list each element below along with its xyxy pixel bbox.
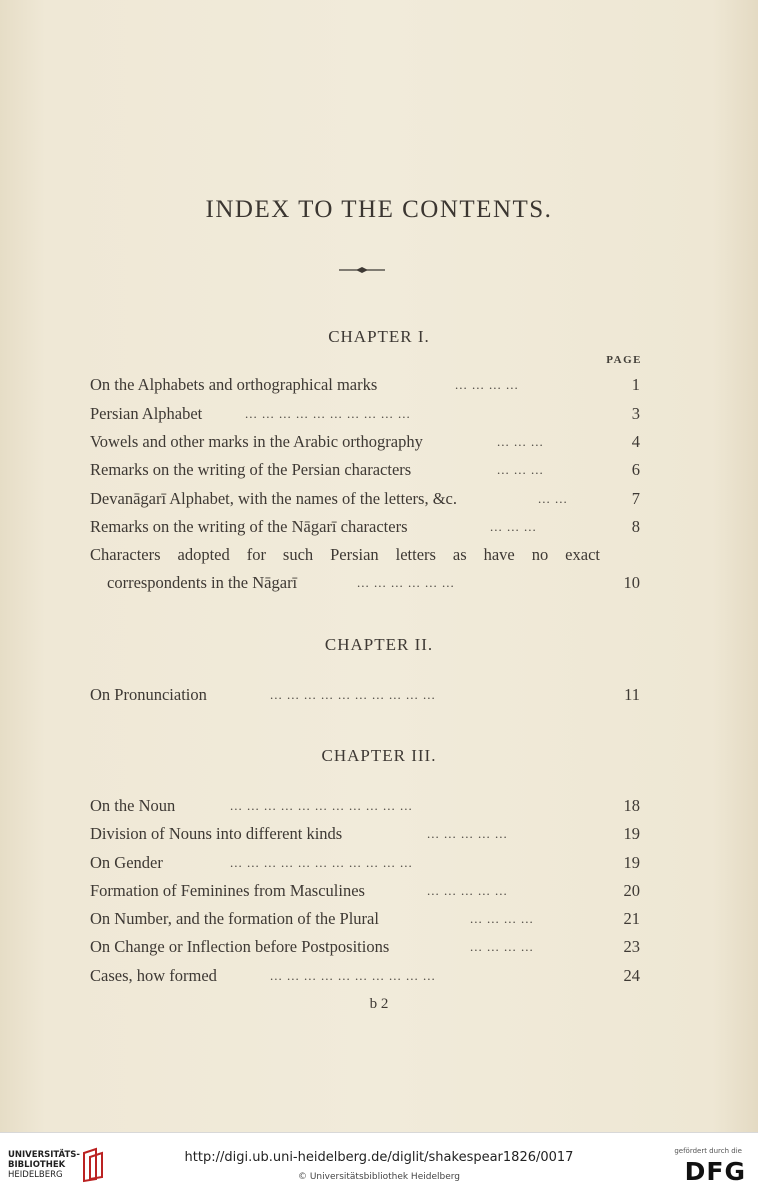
toc-entry[interactable] — [90, 881, 640, 905]
toc-entry-title: On Pronunciation — [90, 685, 207, 704]
toc-entry-title-line1: Characters adopted for such Persian letters as have no exact — [90, 545, 600, 564]
toc-entry[interactable] — [90, 460, 640, 484]
toc-leader-dots: ... ... ... ... ... ... ... ... ... ... ... — [230, 855, 413, 870]
ornament-divider-icon — [337, 265, 387, 275]
toc-page-number: 3 — [631, 404, 640, 423]
chapter-heading: CHAPTER II. — [324, 635, 434, 654]
toc-entry-title: On Gender — [90, 853, 163, 872]
toc-page-number: 19 — [623, 824, 640, 843]
toc-leader-dots: ... ... ... — [497, 462, 544, 477]
page-column-label: PAGE — [606, 354, 642, 366]
toc-leader-dots: ... ... ... ... ... ... — [357, 575, 455, 590]
chapter-heading: CHAPTER I. — [328, 327, 430, 346]
funder-note: gefördert durch die — [674, 1147, 742, 1155]
toc-entry-title: On the Noun — [90, 796, 176, 815]
toc-entry-title: Division of Nouns into different kinds — [90, 824, 343, 843]
toc-leader-dots: ... ... ... ... — [470, 911, 534, 926]
toc-page-number: 7 — [631, 489, 640, 508]
copyright-text: © Universitätsbibliothek Heidelberg — [297, 1172, 460, 1182]
document-url-link[interactable]: http://digi.ub.uni-heidelberg.de/diglit/shakespear1826/0017 — [184, 1150, 574, 1165]
toc-entry[interactable] — [90, 853, 640, 877]
toc-page-number: 20 — [623, 881, 640, 900]
toc-entry[interactable] — [90, 909, 640, 933]
toc-entry[interactable] — [90, 404, 640, 428]
toc-entry-title: Persian Alphabet — [90, 404, 203, 423]
toc-page-number: 1 — [631, 375, 640, 394]
toc-leader-dots: ... ... ... — [490, 519, 537, 534]
toc-leader-dots: ... ... ... ... ... — [427, 883, 508, 898]
toc-entry[interactable] — [90, 432, 640, 456]
toc-entry[interactable] — [90, 937, 640, 961]
toc-entry-title: On the Alphabets and orthographical marks — [90, 375, 378, 394]
chapter-heading: CHAPTER III. — [321, 746, 437, 765]
toc-leader-dots: ... ... ... ... ... ... ... ... ... ... — [270, 687, 436, 702]
toc-entry-title: Remarks on the writing of the Nāgarī characters — [90, 517, 408, 536]
page-title: INDEX TO THE CONTENTS. — [205, 196, 553, 223]
toc-leader-dots: ... ... ... ... — [470, 939, 534, 954]
toc-leader-dots: ... ... ... — [497, 434, 544, 449]
toc-page-number: 8 — [631, 517, 640, 536]
viewer-footer — [0, 1132, 758, 1193]
logo-line: HEIDELBERG — [8, 1170, 63, 1180]
toc-entry-title: Vowels and other marks in the Arabic orthography — [90, 432, 423, 451]
toc-page-number: 10 — [623, 573, 640, 592]
toc-entry[interactable] — [90, 375, 640, 399]
toc-page-number: 24 — [623, 966, 640, 985]
toc-page-number: 6 — [631, 460, 640, 479]
toc-entry-title: Remarks on the writing of the Persian characters — [90, 460, 412, 479]
toc-entry[interactable] — [107, 573, 640, 597]
toc-leader-dots: ... ... ... ... ... ... ... ... ... ... — [245, 406, 411, 421]
toc-entry[interactable] — [90, 966, 640, 990]
toc-entry-title: On Number, and the formation of the Plural — [90, 909, 379, 928]
dfg-logo[interactable]: DFG — [684, 1157, 746, 1186]
toc-entry[interactable] — [90, 796, 640, 820]
toc-leader-dots: ... ... ... ... ... ... ... ... ... ... — [270, 968, 436, 983]
toc-entry[interactable] — [90, 685, 640, 709]
toc-entry[interactable] — [90, 824, 640, 848]
toc-entry[interactable] — [90, 489, 640, 513]
toc-leader-dots: ... ... — [538, 491, 568, 506]
toc-page-number: 11 — [624, 685, 640, 704]
toc-leader-dots: ... ... ... ... ... — [427, 826, 508, 841]
signature-mark: b 2 — [369, 996, 389, 1012]
toc-page-number: 4 — [631, 432, 640, 451]
toc-entry-title-line2: correspondents in the Nāgarī — [107, 573, 298, 592]
logo-line: UNIVERSITÄTS- — [8, 1150, 80, 1160]
toc-entry-title: Formation of Feminines from Masculines — [90, 881, 365, 900]
logo-line: BIBLIOTHEK — [8, 1160, 66, 1170]
toc-page-number: 23 — [623, 937, 640, 956]
toc-leader-dots: ... ... ... ... — [455, 377, 519, 392]
toc-entry[interactable] — [90, 517, 640, 541]
toc-page-number: 19 — [623, 853, 640, 872]
toc-page-number: 18 — [623, 796, 640, 815]
toc-entry-title: Cases, how formed — [90, 966, 217, 985]
toc-entry-title: Devanāgarī Alphabet, with the names of the letters, &c. — [90, 489, 458, 508]
toc-page-number: 21 — [623, 909, 640, 928]
toc-leader-dots: ... ... ... ... ... ... ... ... ... ... ... — [230, 798, 413, 813]
toc-entry-title: On Change or Inflection before Postpositions — [90, 937, 390, 956]
